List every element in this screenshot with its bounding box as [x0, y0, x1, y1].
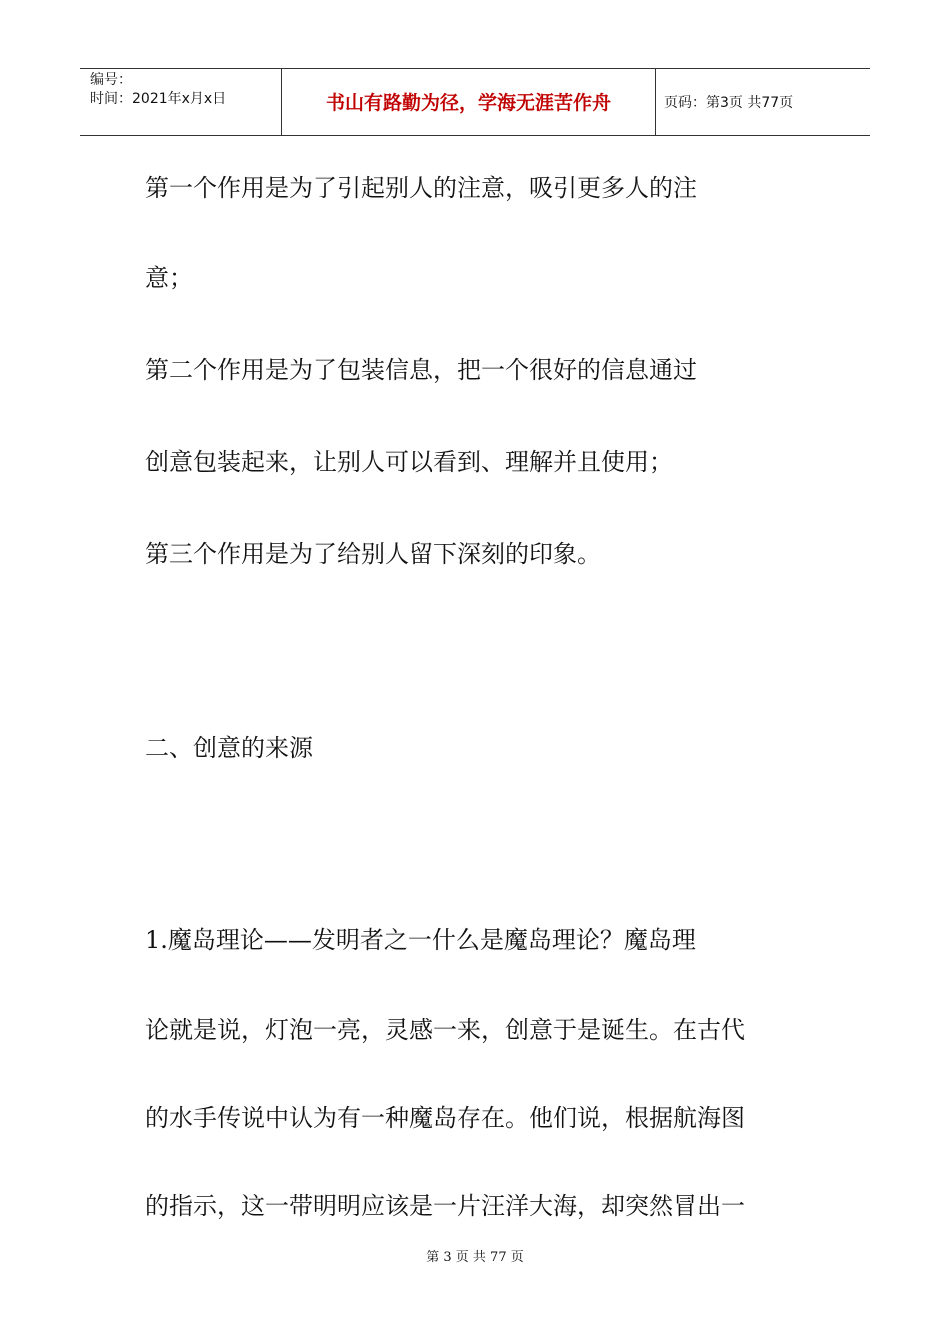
paragraph-line: 1.魔岛理论——发明者之一什么是魔岛理论？魔岛理 [145, 926, 696, 954]
paragraph-line: 第三个作用是为了给别人留下深刻的印象。 [145, 540, 601, 568]
paragraph-line: 意； [145, 264, 193, 292]
paragraph-line: 的水手传说中认为有一种魔岛存在。他们说，根据航海图 [145, 1104, 745, 1132]
paragraph-line: 论就是说，灯泡一亮，灵感一来，创意于是诞生。在古代 [145, 1016, 745, 1044]
paragraph-line: 第一个作用是为了引起别人的注意，吸引更多人的注 [145, 174, 697, 202]
paragraph-line: 创意包装起来，让别人可以看到、理解并且使用； [145, 448, 673, 476]
number-label: 编号： [90, 72, 132, 88]
page-header [80, 68, 870, 136]
paragraph-line: 第二个作用是为了包装信息，把一个很好的信息通过 [145, 356, 697, 384]
section-heading: 二、创意的来源 [145, 734, 313, 762]
header-meta [90, 71, 226, 109]
time-label: 时间：2021年x月x日 [90, 91, 227, 107]
header-page-info: 页码：第3页 共77页 [664, 95, 794, 111]
page-footer: 第 3 页 共 77 页 [426, 1250, 524, 1265]
header-motto: 书山有路勤为径，学海无涯苦作舟 [325, 92, 611, 114]
paragraph-line: 的指示，这一带明明应该是一片汪洋大海，却突然冒出一 [145, 1192, 745, 1220]
header-divider [655, 69, 656, 135]
